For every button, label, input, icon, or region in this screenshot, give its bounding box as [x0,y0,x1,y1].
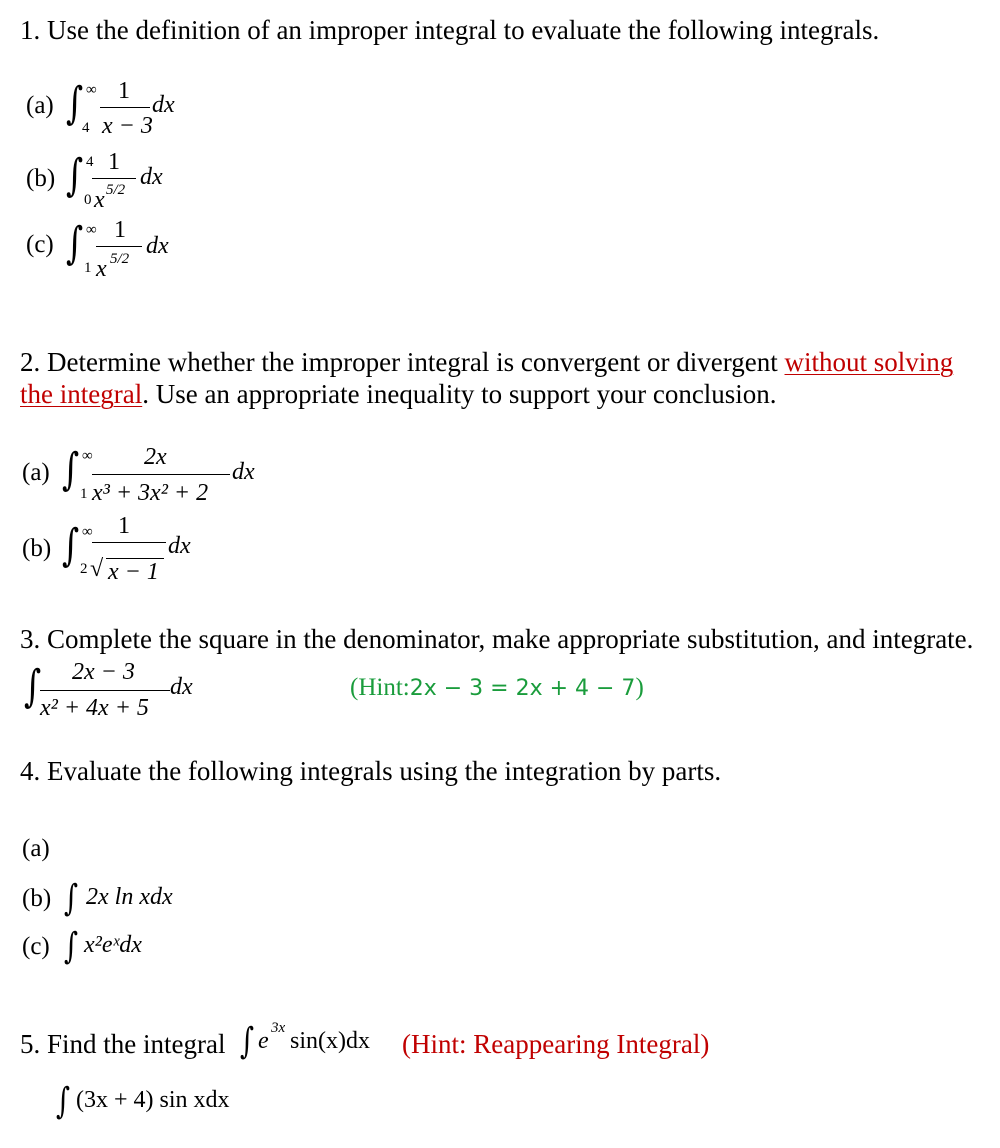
q1-heading: 1. Use the definition of an improper integral to evaluate the following integrals. [20,15,880,45]
q1c-label: (c) [26,231,54,258]
denominator: x − 3 [102,113,153,139]
fraction-bar [100,107,150,108]
upper-limit: ∞ [82,448,93,464]
denominator: x − 1 [108,559,159,585]
denominator-base: x [94,187,105,213]
q4a-label: (a) [22,835,50,862]
dx: dx [168,533,191,559]
q1b-label: (b) [26,165,56,192]
q4c-label: (c) [22,933,50,960]
numerator: 1 [118,513,130,539]
integral-sign: ∫ [66,218,84,269]
expr: (3x + 4) sin xdx [76,1087,230,1113]
q2-heading [20,346,980,410]
denominator: x² + 4x + 5 [40,695,149,721]
denominator: x³ + 3x² + 2 [92,480,209,506]
q2a-label: (a) [22,459,50,486]
q3-heading: 3. Complete the square in the denominator, make appropriate substitution, and integrate. [20,624,974,654]
fraction-bar [92,542,166,543]
q2-emphasis-1: without solving [784,347,954,377]
integral-sign: ∫ [24,661,42,712]
integral-sign: ∫ [66,150,84,201]
expr-rest: sin(x)dx [290,1028,370,1054]
dx: dx [170,674,193,700]
q5-heading: 5. Find the integral [20,1029,226,1059]
integral-sign: ∫ [62,444,80,495]
upper-limit: ∞ [82,524,93,540]
sqrt-sign: √ [90,556,104,582]
q4b-label: (b) [22,885,52,912]
lower-limit: 0 [84,192,92,208]
expr-base: e [258,1028,269,1054]
denominator-base: x [96,256,107,282]
q5-hint: (Hint: Reappearing Integral) [402,1029,710,1059]
integral-sign: ∫ [64,878,79,919]
fraction-bar [92,474,230,475]
q1a-label: (a) [26,92,54,119]
upper-limit: ∞ [86,82,97,98]
denominator-exponent: 5/2 [106,182,126,198]
q2b-label: (b) [22,535,52,562]
expr-exponent: 3x [271,1020,286,1036]
expr: x²eˣdx [84,932,142,958]
upper-limit: ∞ [86,222,97,238]
integral-sign: ∫ [66,78,84,129]
q2-heading-part2: . Use an appropriate inequality to support your conclusion. [142,379,777,409]
q4-heading: 4. Evaluate the following integrals using the integration by parts. [20,756,722,786]
hint-math: 2x − 3 = 2x + 4 − 7 [409,676,636,701]
numerator: 2x − 3 [72,659,135,685]
dx: dx [146,233,169,259]
fraction-bar [40,690,170,691]
denominator-exponent: 5/2 [110,251,130,267]
integral-sign: ∫ [64,926,79,967]
fraction-bar [92,178,136,179]
lower-limit: 4 [82,120,90,136]
numerator: 1 [118,78,130,104]
expr: 2x ln xdx [86,884,173,910]
fraction-bar [96,246,142,247]
integral-sign: ∫ [240,1021,255,1062]
integral-sign: ∫ [56,1081,71,1122]
lower-limit: 2 [80,561,88,577]
dx: dx [140,164,163,190]
hint-prefix: (Hint: [350,674,410,701]
q2-emphasis-2: the integral [20,379,143,409]
q2-heading-part1: 2. Determine whether the improper integral is convergent or divergent [20,347,785,377]
numerator: 1 [108,149,120,175]
upper-limit: 4 [86,154,94,170]
numerator: 2x [144,444,167,470]
hint-suffix: ) [635,674,644,701]
dx: dx [152,92,175,118]
lower-limit: 1 [84,260,92,276]
integral-sign: ∫ [62,520,80,571]
lower-limit: 1 [80,486,88,502]
q3-hint [350,674,644,702]
numerator: 1 [114,217,126,243]
dx: dx [232,459,255,485]
